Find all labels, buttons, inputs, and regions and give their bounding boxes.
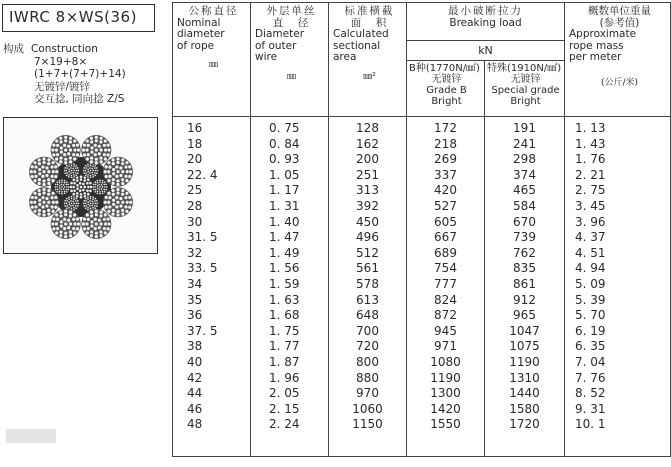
cell-grade-b-load: 420: [434, 183, 457, 198]
cell-sectional-area: 496: [356, 230, 379, 245]
cell-grade-b-load: 218: [434, 136, 457, 151]
header-wire-en-1: Diameter: [255, 28, 305, 40]
header-nominal-diameter: [173, 3, 251, 117]
cell-grade-b-load: 824: [434, 292, 457, 307]
cell-sectional-area: 880: [356, 370, 379, 385]
cell-special-grade-load: 1580: [509, 401, 540, 416]
left-panel: [0, 0, 172, 467]
cell-grade-b-load: 1300: [430, 386, 461, 401]
header-mass-en-1: Approximate: [569, 28, 637, 40]
grade-b-en-1: Grade B: [426, 85, 467, 96]
column-grade-b-load: [407, 117, 485, 457]
spec-table: [172, 2, 671, 457]
cell-nominal-diameter: 40: [187, 354, 203, 369]
construction-block: [3, 43, 168, 106]
data-body: [173, 117, 671, 457]
cell-rope-mass: 2. 75: [575, 183, 606, 198]
cell-wire-diameter: 1. 96: [269, 370, 300, 385]
column-special-grade-load: [485, 117, 565, 457]
cell-grade-b-load: 754: [434, 261, 457, 276]
cell-rope-mass: 4. 37: [575, 230, 606, 245]
spec-table-container: [172, 2, 670, 465]
cell-sectional-area: 700: [356, 323, 379, 338]
cell-grade-b-load: 689: [434, 245, 457, 260]
header-area-cn-2: 面 积: [350, 16, 389, 29]
cell-wire-diameter: 1. 63: [269, 292, 300, 307]
cell-wire-diameter: 2. 05: [269, 386, 300, 401]
cell-special-grade-load: 191: [513, 121, 536, 135]
cell-special-grade-load: 1190: [509, 354, 540, 369]
header-nominal-unit: ㎜: [208, 60, 218, 70]
cell-special-grade-load: 374: [513, 167, 536, 182]
cell-nominal-diameter: 31. 5: [187, 230, 218, 245]
cell-rope-mass: 4. 51: [575, 245, 606, 260]
cell-wire-diameter: 1. 56: [269, 261, 300, 276]
header-wire-diameter: [251, 3, 329, 117]
cell-wire-diameter: 1. 47: [269, 230, 300, 245]
cell-nominal-diameter: 42: [187, 370, 203, 385]
cell-special-grade-load: 465: [513, 183, 536, 198]
cell-sectional-area: 162: [356, 136, 379, 151]
cell-sectional-area: 1060: [352, 401, 383, 416]
cell-nominal-diameter: 34: [187, 276, 203, 291]
cell-nominal-diameter: 16: [187, 121, 203, 135]
cell-sectional-area: 1150: [352, 417, 383, 432]
cell-special-grade-load: 762: [513, 245, 536, 260]
cell-sectional-area: 561: [356, 261, 379, 276]
cell-rope-mass: 3. 96: [575, 214, 606, 229]
header-nominal-en-3: of rope: [177, 39, 215, 52]
cell-rope-mass: 9. 31: [575, 401, 606, 416]
cell-rope-mass: 8. 52: [575, 386, 606, 401]
cell-wire-diameter: 1. 05: [269, 167, 300, 182]
cell-grade-b-load: 337: [434, 167, 457, 182]
cell-nominal-diameter: 33. 5: [187, 261, 218, 276]
cell-nominal-diameter: 38: [187, 339, 203, 354]
cell-wire-diameter: 1. 77: [269, 339, 300, 354]
header-nominal-en-2: diameter: [177, 28, 225, 40]
cell-sectional-area: 392: [356, 198, 379, 213]
construction-label: 构成: [3, 43, 24, 55]
cell-grade-b-load: 1550: [430, 417, 461, 432]
special-cn-2: 无镀锌: [510, 74, 541, 85]
cell-nominal-diameter: 36: [187, 308, 203, 323]
cell-wire-diameter: 1. 68: [269, 308, 300, 323]
header-area-cn-1: 标准横截: [344, 5, 395, 17]
cell-special-grade-load: 965: [513, 308, 536, 323]
cell-grade-b-load: 971: [434, 339, 457, 354]
cell-grade-b-load: 605: [434, 214, 457, 229]
faded-stamp: [6, 429, 56, 443]
cell-rope-mass: 1. 76: [575, 152, 606, 167]
special-en-1: Special grade: [491, 85, 560, 96]
header-area-en-1: Calculated: [333, 28, 389, 40]
cell-sectional-area: 450: [356, 214, 379, 229]
cell-nominal-diameter: 32: [187, 245, 203, 260]
column-nominal-diameter: [173, 117, 251, 457]
cell-grade-b-load: 945: [434, 323, 457, 338]
cell-grade-b-load: 777: [434, 276, 457, 291]
cell-rope-mass: 3. 45: [575, 198, 606, 213]
cell-grade-b-load: 667: [434, 230, 457, 245]
cell-rope-mass: 6. 35: [575, 339, 606, 354]
cell-nominal-diameter: 37. 5: [187, 323, 218, 338]
header-nominal-cn: 公称直径: [188, 5, 239, 17]
cell-special-grade-load: 1075: [509, 339, 540, 354]
column-sectional-area: [329, 117, 407, 457]
cell-sectional-area: 613: [356, 292, 379, 307]
construction-line-3: 无镀锌/镀锌: [34, 80, 91, 93]
rope-cross-section-drawing: [16, 131, 146, 243]
cell-grade-b-load: 1190: [430, 370, 461, 385]
cell-sectional-area: 313: [356, 183, 379, 198]
cell-wire-diameter: 2. 24: [269, 417, 300, 432]
header-mass-cn-2: (参考值): [599, 16, 640, 29]
cell-rope-mass: 7. 04: [575, 354, 606, 369]
cell-rope-mass: 5. 09: [575, 276, 606, 291]
cell-nominal-diameter: 22. 4: [187, 167, 218, 182]
cell-wire-diameter: 0. 84: [269, 136, 300, 151]
cell-sectional-area: 128: [356, 121, 379, 135]
cell-wire-diameter: 2. 15: [269, 401, 300, 416]
cell-sectional-area: 720: [356, 339, 379, 354]
cell-nominal-diameter: 28: [187, 198, 203, 213]
cell-wire-diameter: 1. 59: [269, 276, 300, 291]
cell-rope-mass: 4. 94: [575, 261, 606, 276]
cell-rope-mass: 1. 13: [575, 121, 606, 135]
header-wire-unit: ㎜: [286, 71, 296, 82]
cell-rope-mass: 2. 21: [575, 167, 606, 182]
construction-label-en: Construction: [31, 43, 98, 55]
column-rope-mass: [565, 117, 671, 457]
cell-sectional-area: 970: [356, 386, 379, 401]
header-sectional-area: [329, 3, 407, 117]
cell-wire-diameter: 1. 40: [269, 214, 300, 229]
header-wire-en-3: wire: [255, 51, 278, 63]
cell-wire-diameter: 1. 31: [269, 198, 300, 213]
cell-special-grade-load: 739: [513, 230, 536, 245]
cell-rope-mass: 6. 19: [575, 323, 606, 338]
header-area-en-2: sectional: [333, 39, 381, 52]
construction-line-1: 7×19+8×: [34, 55, 88, 68]
cell-sectional-area: 512: [356, 245, 379, 260]
rope-cross-section-image: [3, 117, 158, 254]
cell-grade-b-load: 1080: [430, 354, 461, 369]
cell-special-grade-load: 298: [513, 152, 536, 167]
cell-sectional-area: 200: [356, 152, 379, 167]
cell-nominal-diameter: 46: [187, 401, 203, 416]
cell-grade-b-load: 269: [434, 152, 457, 167]
cell-sectional-area: 648: [356, 308, 379, 323]
cell-wire-diameter: 1. 17: [269, 183, 300, 198]
cell-grade-b-load: 1420: [430, 401, 461, 416]
header-mass-en-2: rope mass: [569, 39, 624, 52]
cell-special-grade-load: 1310: [509, 370, 540, 385]
special-en-2: Bright: [510, 96, 541, 107]
cell-special-grade-load: 912: [513, 292, 536, 307]
cell-rope-mass: 5. 39: [575, 292, 606, 307]
construction-line-2: (1+7+(7+7)+14): [34, 68, 126, 81]
cell-rope-mass: 5. 70: [575, 308, 606, 323]
column-wire-diameter: [251, 117, 329, 457]
cell-wire-diameter: 0. 75: [269, 121, 300, 135]
header-break-cn: 最小破断拉力: [448, 5, 523, 17]
grade-b-cn-1: B种(1770N/㎟): [409, 63, 480, 74]
header-area-unit: ㎜²: [363, 71, 376, 82]
header-break-en: Breaking load: [449, 16, 522, 29]
header-wire-cn-1: 外层单丝: [266, 5, 317, 17]
cell-rope-mass: 7. 76: [575, 370, 606, 385]
cell-wire-diameter: 1. 49: [269, 245, 300, 260]
cell-special-grade-load: 241: [513, 136, 536, 151]
cell-nominal-diameter: 44: [187, 386, 203, 401]
header-mass-unit: (公斤/米): [600, 77, 639, 88]
header-nominal-en-1: Nominal: [177, 16, 221, 29]
cell-rope-mass: 1. 43: [575, 136, 606, 151]
cell-nominal-diameter: 20: [187, 152, 203, 167]
header-mass-cn-1: 概数单位重量: [588, 5, 651, 17]
cell-special-grade-load: 1440: [509, 386, 540, 401]
cell-special-grade-load: 1720: [509, 417, 540, 432]
cell-wire-diameter: 1. 75: [269, 323, 300, 338]
cell-grade-b-load: 172: [434, 121, 457, 135]
construction-line-4: 交互捻, 同向捻 Z/S: [34, 93, 125, 106]
cell-nominal-diameter: 35: [187, 292, 203, 307]
cell-wire-diameter: 1. 87: [269, 354, 300, 369]
header-area-en-3: area: [333, 51, 357, 63]
grade-b-en-2: Bright: [431, 96, 462, 107]
cell-sectional-area: 800: [356, 354, 379, 369]
header-breaking-load: [407, 3, 565, 41]
cell-special-grade-load: 835: [513, 261, 536, 276]
cell-nominal-diameter: 30: [187, 214, 203, 229]
cell-nominal-diameter: 18: [187, 136, 203, 151]
rope-type-title: IWRC 8×WS(36): [2, 4, 155, 32]
cell-rope-mass: 10. 1: [575, 417, 606, 432]
header-kn-unit: kN: [407, 41, 565, 61]
cell-sectional-area: 578: [356, 276, 379, 291]
cell-special-grade-load: 1047: [509, 323, 540, 338]
header-grade-b: [407, 61, 485, 117]
cell-special-grade-load: 670: [513, 214, 536, 229]
header-rope-mass: [565, 3, 671, 117]
cell-special-grade-load: 584: [513, 198, 536, 213]
cell-grade-b-load: 872: [434, 308, 457, 323]
special-cn-1: 特殊(1910N/㎟): [487, 63, 562, 74]
header-mass-en-3: per meter: [569, 51, 622, 63]
grade-b-cn-2: 无镀锌: [431, 74, 462, 85]
cell-sectional-area: 251: [356, 167, 379, 182]
cell-nominal-diameter: 48: [187, 417, 203, 432]
header-wire-en-2: of outer: [255, 39, 297, 52]
header-wire-cn-2: 直 径: [272, 16, 311, 29]
header-special-grade: [485, 61, 565, 117]
cell-special-grade-load: 861: [513, 276, 536, 291]
cell-nominal-diameter: 25: [187, 183, 203, 198]
cell-wire-diameter: 0. 93: [269, 152, 300, 167]
cell-grade-b-load: 527: [434, 198, 457, 213]
